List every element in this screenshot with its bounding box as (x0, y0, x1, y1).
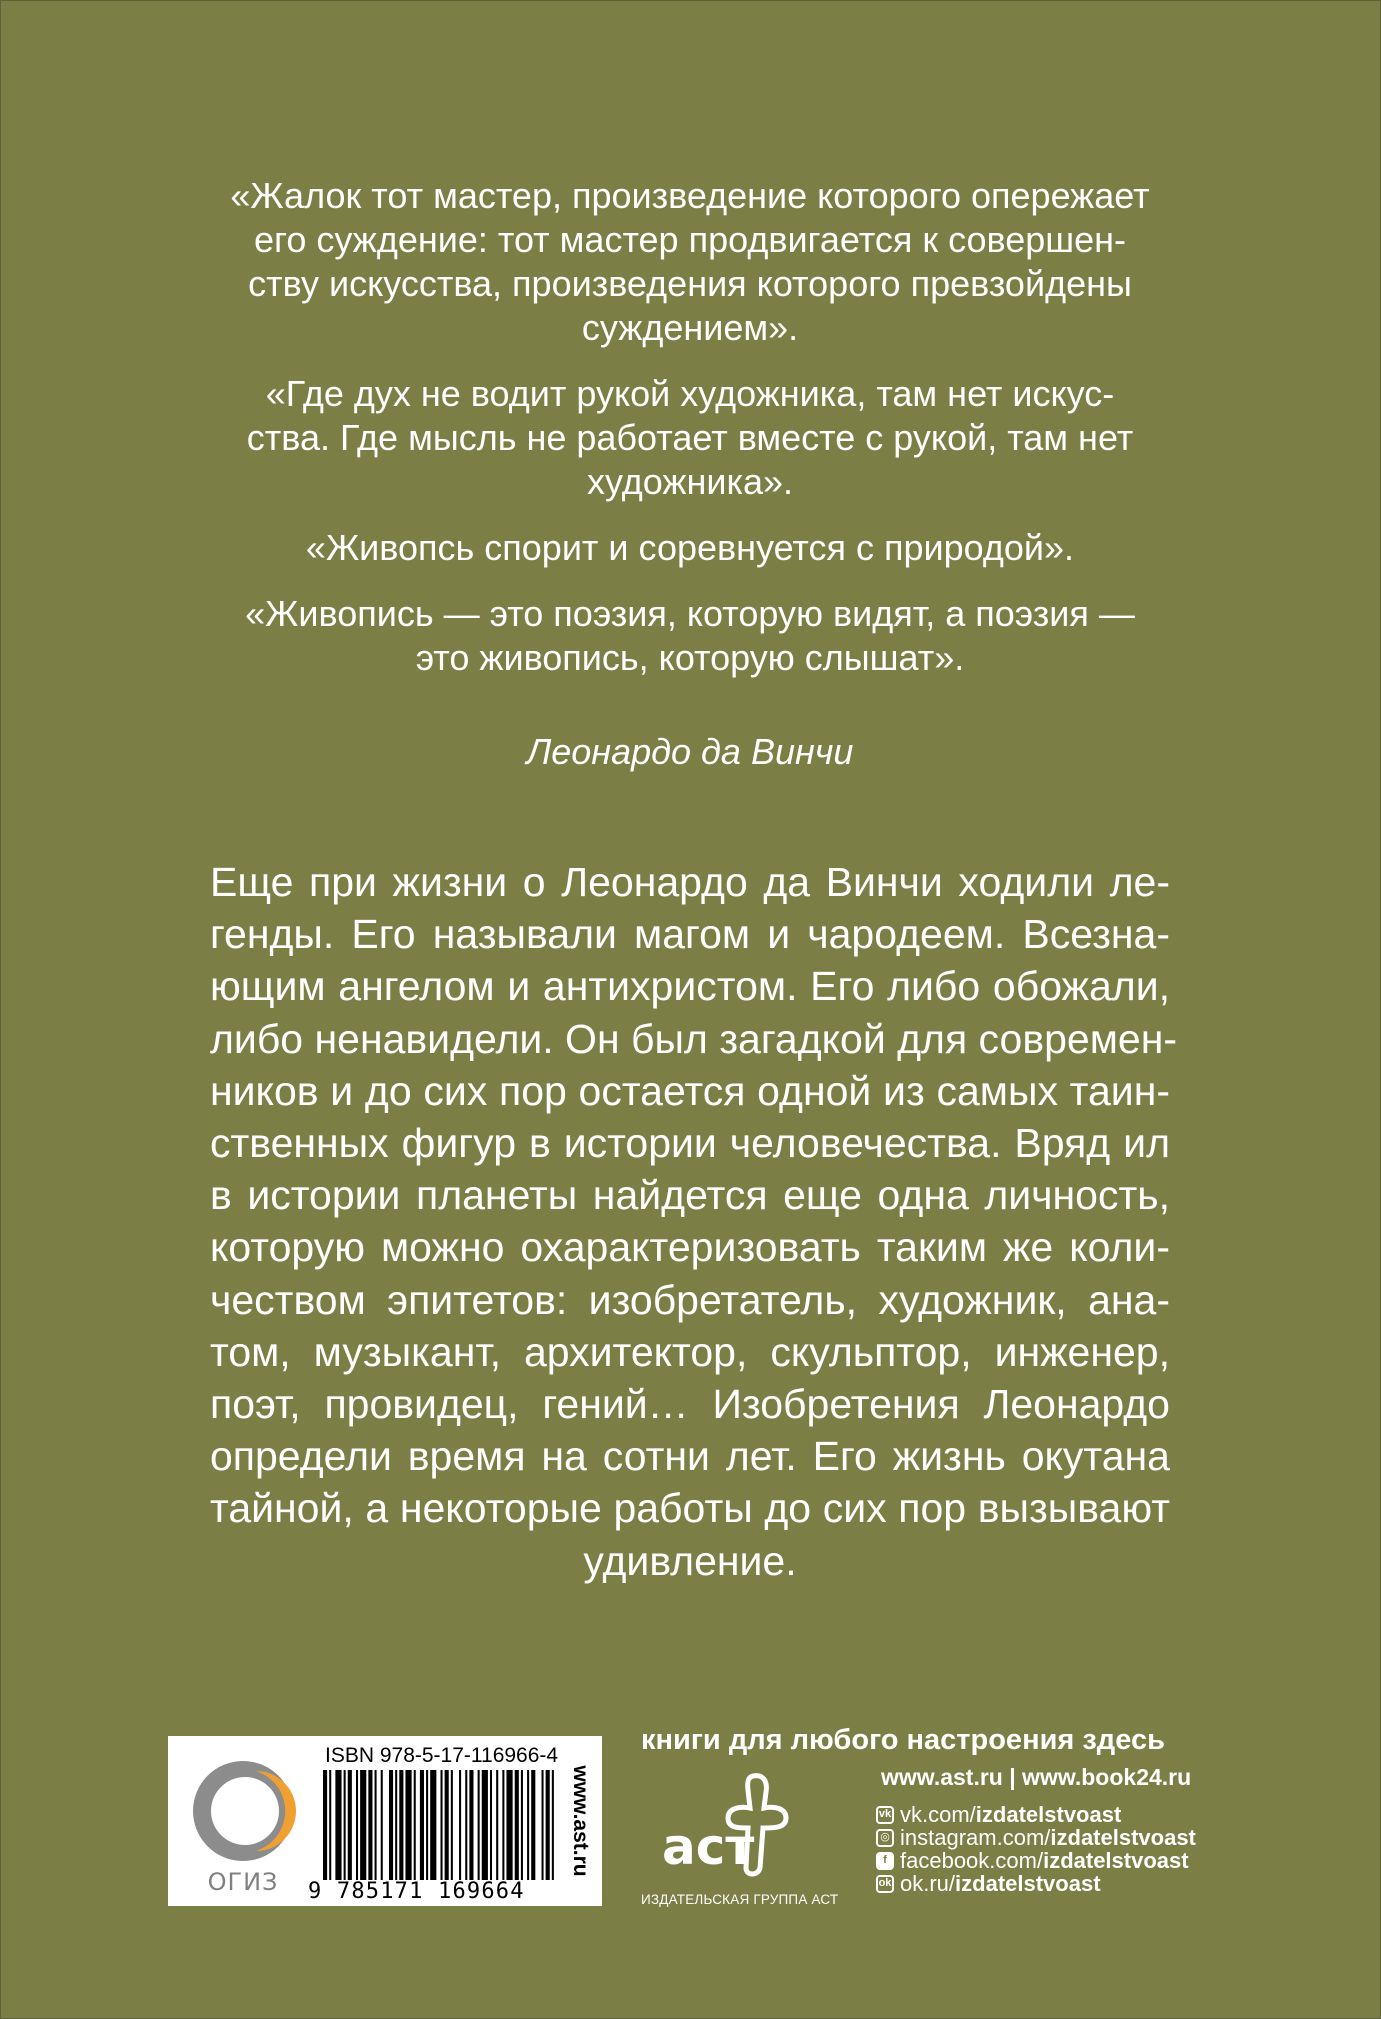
barcode-bar (527, 1770, 529, 1880)
quote (205, 526, 1175, 570)
social-links (876, 1803, 1196, 1895)
publisher-sites: www.ast.ru | www.book24.ru (881, 1764, 1192, 1790)
social-link[interactable] (876, 1803, 1196, 1826)
social-prefix: ok.ru/ (900, 1870, 956, 1896)
barcode-bar (414, 1770, 416, 1880)
quote-line: его суждение: тот мастер продвигается к совершен- (253, 219, 1127, 260)
social-prefix: vk.com/ (900, 1801, 976, 1827)
description-line: Еще при жизни о Леонардо да Винчи ходили ле- (210, 859, 1170, 905)
quote (205, 592, 1175, 680)
barcode-bar (348, 1770, 352, 1880)
ogiz-label: ОГИЗ (207, 1868, 279, 1896)
quote-line: ства. Где мысль не работает вместе с рукой, там нет (246, 417, 1134, 458)
barcode-bar (552, 1770, 554, 1880)
barcode-bar (478, 1770, 480, 1880)
ean-digits: 9 785171 169664 (308, 1879, 525, 1904)
barcode-bar (469, 1770, 473, 1880)
social-link[interactable] (876, 1872, 1196, 1895)
barcode-bar (389, 1770, 393, 1880)
description-line: ственных фигур в истории человечества. Вряд ил (210, 1120, 1170, 1167)
quotes-section (205, 174, 1175, 702)
barcode-bar (399, 1770, 403, 1880)
barcode-bar (459, 1770, 461, 1880)
ast-logo-text: аст (662, 1818, 755, 1876)
barcode-panel (168, 1736, 602, 1906)
barcode-bar (531, 1770, 535, 1880)
quote-line: суждением». (581, 307, 799, 348)
barcode-bar (420, 1770, 424, 1880)
barcode-icon (323, 1770, 558, 1880)
barcode-url-text: www.ast.ru (569, 1765, 592, 1877)
social-handle: izdatelstvoast (955, 1870, 1101, 1896)
quote-line: «Жалок тот мастер, произведение которого опережает (230, 175, 1150, 216)
barcode-bar (496, 1770, 498, 1880)
ast-logo-icon (658, 1768, 798, 1880)
social-prefix: instagram.com/ (900, 1824, 1051, 1850)
description-line: ющим ангелом и антихристом. Его либо обожали, (210, 963, 1170, 1010)
barcode-bar (368, 1770, 372, 1880)
description-line: определи время на сотни лет. Его жизнь окутана (210, 1433, 1170, 1480)
barcode-bar (395, 1770, 397, 1880)
description-line: чеством эпитетов: изобретатель, художник, ана- (210, 1276, 1170, 1323)
book-description (210, 856, 1177, 1587)
barcode-bar (465, 1770, 467, 1880)
description-line: которую можно охарактеризовать таким же коли- (210, 1224, 1170, 1271)
description-line: либо ненавидели. Он был загадкой для современ- (210, 1015, 1177, 1062)
barcode-bar (323, 1770, 327, 1880)
barcode-bar (360, 1770, 366, 1880)
quote-author: Леонардо да Винчи (526, 731, 854, 772)
barcode-bar (515, 1770, 519, 1880)
barcode-bar (344, 1770, 346, 1880)
quote-line: «Живопись — это поэзия, которую видят, а поэзия — (245, 593, 1135, 634)
barcode-bar (426, 1770, 428, 1880)
quote-line: ству искусства, произведения которого превзойдены (248, 263, 1132, 304)
barcode-bar (502, 1770, 504, 1880)
description-line: том, музыкант, архитектор, скульптор, инженер, (210, 1328, 1170, 1375)
description-line: удивление. (583, 1537, 797, 1584)
barcode-bar (329, 1770, 331, 1880)
facebook-icon: f (876, 1852, 894, 1870)
barcode-bar (441, 1770, 443, 1880)
publisher-tagline: книги для любого настроения здесь (641, 1724, 1165, 1756)
barcode-url (560, 1746, 600, 1896)
publisher-caption: ИЗДАТЕЛЬСКАЯ ГРУППА АСТ (641, 1892, 839, 1907)
social-handle: izdatelstvoast (1050, 1824, 1196, 1850)
barcode-bar (375, 1770, 377, 1880)
isbn-text: ISBN 978-5-17-116966-4 (325, 1744, 559, 1767)
quote-line: «Где дух не водит рукой художника, там нет искус- (265, 373, 1115, 414)
description-line: ников и до сих пор остается одной из самых таин- (210, 1067, 1170, 1114)
description-line: в истории планеты найдется еще одна личность, (210, 1172, 1170, 1219)
description-line: генды. Его называли магом и чародеем. Всезна- (210, 911, 1170, 958)
quote-line: это живопись, которую слышат». (415, 637, 965, 678)
description-line: поэт, провидец, гений… Изобретения Леонардо (210, 1381, 1170, 1428)
quote-line: художника». (586, 461, 794, 502)
barcode-bar (356, 1770, 358, 1880)
barcode-bar (490, 1770, 492, 1880)
ogiz-logo-icon (188, 1756, 298, 1866)
vk-icon: vk (876, 1806, 894, 1824)
quote (205, 174, 1175, 350)
barcode-bar (506, 1770, 512, 1880)
quote (205, 372, 1175, 504)
social-handle: izdatelstvoast (1043, 1847, 1189, 1873)
barcode-bar (335, 1770, 341, 1880)
odnoklassniki-icon: ok (876, 1875, 894, 1893)
instagram-icon: ◎ (876, 1829, 894, 1847)
barcode-bar (381, 1770, 383, 1880)
barcode-bar (482, 1770, 488, 1880)
social-handle: izdatelstvoast (975, 1801, 1122, 1827)
description-line: тайной, а некоторые работы до сих пор вызывают (210, 1485, 1170, 1532)
barcode-bar (451, 1770, 453, 1880)
barcode-bar (521, 1770, 523, 1880)
social-link[interactable] (876, 1849, 1196, 1872)
quote-line: «Живопсь спорит и соревнуется с природой». (305, 527, 1075, 568)
social-link[interactable] (876, 1826, 1196, 1849)
barcode-bar (430, 1770, 436, 1880)
barcode-bar (542, 1770, 544, 1880)
barcode-bar (445, 1770, 449, 1880)
barcode-bar (405, 1770, 411, 1880)
social-prefix: facebook.com/ (900, 1847, 1044, 1873)
barcode-bar (546, 1770, 550, 1880)
